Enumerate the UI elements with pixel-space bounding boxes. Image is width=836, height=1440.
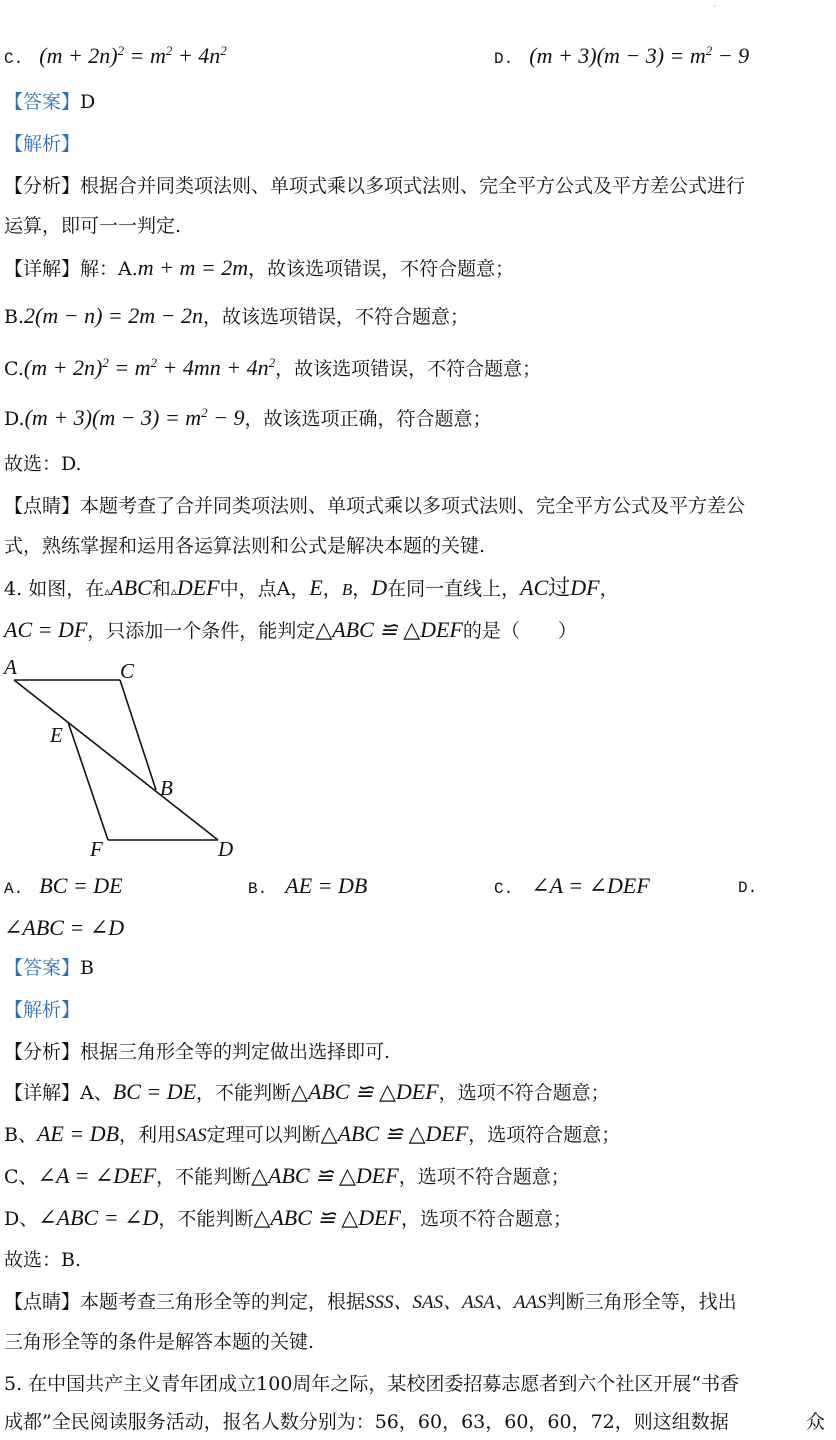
q4-option-d-label: D. [738,879,758,897]
q4-stem-line1: 4. 如图，在▵ABC和▵DEF中，点A，E，B，D在同一直线上，AC过DF， [4,575,619,601]
q4-comment: 【点睛】本题考查三角形全等的判定，根据SSS、SAS、ASA、AAS判断三角形全等，找出 [4,1291,737,1313]
q5-tail: 众 [806,1411,826,1433]
q3-option-d: D. $(m + 3)(m - 3) = m^2 - 9$ [494,43,750,68]
q3-detail-b: B.2(m − n) = 2m − 2n，故该选项错误，不符合题意； [4,303,469,328]
q3-comment: 【点睛】本题考查了合并同类项法则、单项式乘以多项式法则、完全平方公式及平方差公 [4,495,746,517]
label-c: C [120,659,135,683]
label-a: A [4,655,17,679]
q3-fenxi: 【分析】根据合并同类项法则、单项式乘以多项式法则、完全平方公式及平方差公式进行 [4,175,746,197]
q4-stem-line2: AC = DF，只添加一个条件，能判定△ABC ≌ △DEF的是（ ） [4,617,577,642]
q5-line2: 成都”全民阅读服务活动，报名人数分别为：56，60，63，60，60，72，则这组数据 [4,1411,729,1433]
q4-detail-a: 【详解】A、BC = DE，不能判断△ABC ≌ △DEF，选项不符合题意； [4,1079,610,1104]
q3-fenxi-line2: 运算，即可一一判定. [4,215,182,237]
q3-conclusion: 故选：D. [4,453,82,475]
triangle-figure [0,650,260,865]
segment-ef [68,722,108,840]
q4-detail-c: C、∠A = ∠DEF，不能判断△ABC ≌ △DEF，选项不符合题意； [4,1163,570,1188]
q4-conclusion: 故选：B. [4,1249,82,1271]
q4-detail-b: B、AE = DB，利用SAS定理可以判断△ABC ≌ △DEF，选项符合题意； [4,1121,621,1146]
q3-detail-c: $C.(m + 2n)^2 = m^2 + 4mn + 4n^2$，故该选项错误，不符合题意； [4,355,542,380]
q4-option-c: C. ∠A = ∠DEF [494,873,650,898]
label-b: B [160,776,173,800]
q3-detail-a: 【详解】解：A.m + m = 2m，故该选项错误，不符合题意； [4,255,515,280]
q4-detail-d: D、∠ABC = ∠D，不能判断△ABC ≌ △DEF，选项不符合题意； [4,1205,573,1230]
q4-answer: 【答案】B [4,957,94,979]
segment-cb [120,680,156,790]
q3-analysis-tag: 【解析】 [4,133,81,155]
triangle-abc [14,680,218,840]
q3-option-c: C. $(m + 2n)^2 = m^2 + 4n^2$ [4,43,227,68]
q4-analysis-tag: 【解析】 [4,999,81,1021]
label-e: E [50,723,63,747]
q3-detail-d: $D.(m + 3)(m - 3) = m^2 - 9$，故该选项正确，符合题意； [4,405,492,430]
segment-ad [14,680,218,840]
q4-option-b: B. AE = DB [248,873,368,898]
q3-answer: 【答案】D [4,91,96,113]
q3-comment-line2: 式，熟练掌握和运用各运算法则和公式是解决本题的关键. [4,535,486,557]
q4-comment-line2: 三角形全等的条件是解答本题的关键. [4,1331,315,1353]
label-d: D [218,837,234,861]
scan-mark: · [713,2,716,12]
q4-fenxi: 【分析】根据三角形全等的判定做出选择即可. [4,1041,391,1063]
q4-option-d: ∠ABC = ∠D [4,915,125,940]
label-f: F [90,837,103,861]
q4-option-a: A. BC = DE [4,873,123,898]
q5-line1: 5. 在中国共产主义青年团成立100周年之际，某校团委招募志愿者到六个社区开展“书香 [4,1373,740,1395]
